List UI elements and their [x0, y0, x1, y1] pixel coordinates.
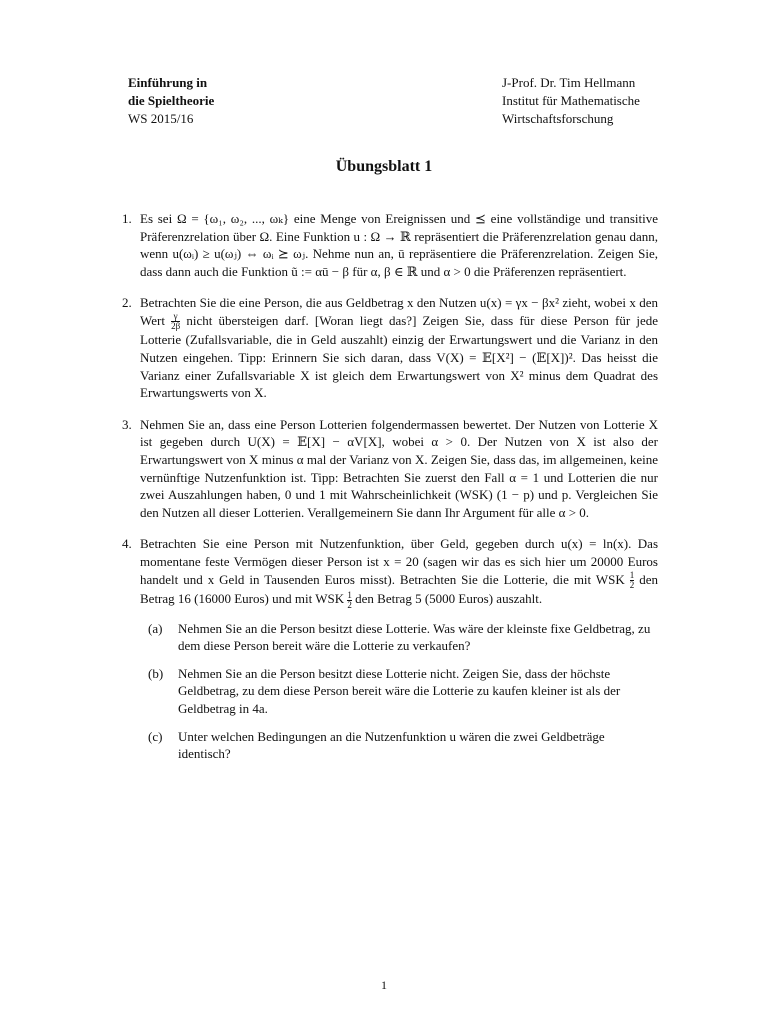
institute-line-1: Institut für Mathematische [502, 93, 640, 108]
subexercise-text: Unter welchen Bedingungen an die Nutzenfunktion u wären die zwei Geldbeträge identisch? [178, 728, 605, 762]
exercise-text-part-a: Betrachten Sie die eine Person, die aus Geldbetrag x den Nutzen u(x) = γx − βx² zieht, wobei x den Wert [140, 295, 658, 328]
page-number: 1 [381, 978, 387, 992]
subexercise-c [148, 728, 658, 763]
subexercise-text: Nehmen Sie an die Person besitzt diese Lotterie. Was wäre der kleinste fixe Geldbetrag, zu dem diese Person bereit wäre die Lotterie zu verkaufen? [178, 620, 651, 654]
institute-line-2: Wirtschaftsforschung [502, 111, 614, 126]
fraction-denominator: 2β [171, 321, 181, 332]
exercise-number: 4. [122, 536, 132, 552]
exercise-text-part-c: den Betrag 5 (5000 Euros) auszahlt. [355, 591, 543, 607]
exercise-number: 1. [122, 211, 132, 226]
course-header [128, 74, 214, 128]
instructor-header [502, 74, 640, 128]
semester: WS 2015/16 [128, 111, 194, 126]
subexercise-text: Nehmen Sie an die Person besitzt diese Lotterie nicht. Zeigen Sie, dass der höchste Geldbetrag, zu dem diese Person bereit wäre die Lotterie zu kaufen kleiner ist als der Geldbetrag in 4a. [178, 665, 621, 717]
exercise-text: Es sei Ω = {ω₁, ω₂, ..., ωₖ} eine Menge von Ereignissen und ⪯ eine vollständige und transitive Präferenzrelation über Ω. Eine Funktion u : Ω → ℝ repräsentiert die Präferenzrelation genau dann, wenn u(ωᵢ) ≥ u(ωⱼ) ⇔ ωᵢ ⪰ ωⱼ. Nehme nun an, ū repräsentiere die Präferenzrelation. Zeigen Sie, dass dann auch die Funktion ũ := αū − β für α, β ∈ ℝ und α > 0 die Präferenzen repräsentiert. [140, 211, 658, 279]
course-name-line-1: Einführung in [128, 75, 208, 90]
exercise-text-part-a: Betrachten Sie eine Person mit Nutzenfunktion, über Geld, gegeben durch u(x) = ln(x). Das momentane feste Vermögen dieser Person ist x = 20 (sagen wir das es sich hier um 20000 Euros handelt und x Geld in Tausenden Euros misst). Betrachten Sie die Lotterie, die mit WSK [140, 536, 658, 587]
fraction-gamma-over-2beta [171, 312, 180, 331]
fraction-one-half [630, 571, 635, 590]
exercise-text-part-b: den Betrag 16 (16000 Euros) und mit WSK [140, 571, 658, 607]
fraction-denominator: 2 [347, 599, 352, 610]
subexercise-label: (c) [148, 728, 163, 744]
fraction-denominator: 2 [629, 580, 635, 591]
fraction-numerator: 1 [629, 570, 635, 581]
exercise-3 [122, 416, 658, 522]
exercise-text: Nehmen Sie an, dass eine Person Lotterien folgendermassen bewertet. Der Nutzen von Lotterie X ist gegeben durch U(X) = 𝔼[X] − αV[X], wobei α > 0. Der Nutzen von X ist also der Erwartungswert von X minus α mal der Varianz von X. Zeigen Sie, dass das, im allgemeinen, keine vernünftige Nutzenfunktion ist. Tipp: Betrachten Sie zuerst den Fall α = 1 und Lotterien die nur zwei Auszahlungen haben, 0 und 1 mit Wahrscheinlichkeit (WSK) (1 − p) und p. Vergleichen Sie den Nutzen all dieser Lotterien. Verallgemeinern Sie dann Ihr Argument für alle α > 0. [140, 416, 658, 520]
instructor-name: J-Prof. Dr. Tim Hellmann [502, 75, 636, 90]
exercise-number: 3. [122, 416, 132, 432]
subexercise-label: (b) [148, 665, 164, 681]
exercise-4 [122, 535, 658, 762]
fraction-numerator: 1 [347, 589, 352, 600]
fraction-numerator: γ [173, 311, 178, 322]
exercise-list [122, 210, 658, 777]
exercise-2 [122, 294, 658, 401]
exercise-text-part-b: nicht übersteigen darf. [Woran liegt das?] Zeigen Sie, dass für diese Person für jede Lotterie (Zufallsvariable, die in Geld auszahlt) einzig der Erwartungswert und die Varianz in den Nutzen eingehen. Tipp: Erinnern Sie sich daran, dass V(X) = 𝔼[X²] − (𝔼[X])². Das heisst die Varianz einer Zufallsvariable X ist gleich dem Erwartungswert von X² minus dem Quadrat des Erwartungswerts von X. [140, 312, 659, 401]
subexercise-a [148, 620, 658, 655]
course-name-line-2: die Spieltheorie [128, 93, 215, 108]
exercise-1 [122, 210, 658, 280]
subexercise-b [148, 665, 658, 718]
sheet-title: Übungsblatt 1 [335, 158, 433, 175]
fraction-one-half [347, 591, 352, 610]
subexercise-label: (a) [148, 620, 163, 636]
exercise-number: 2. [122, 295, 132, 311]
